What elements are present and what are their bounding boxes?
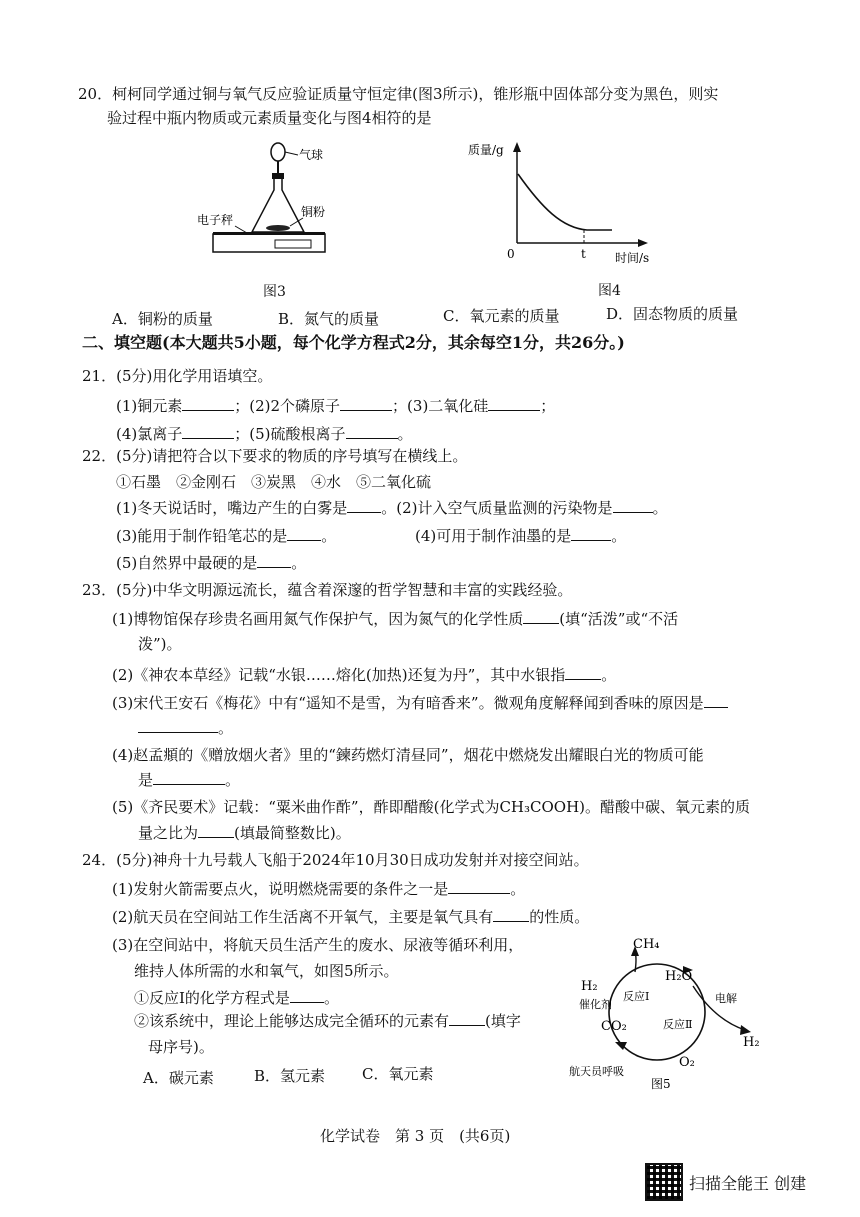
q20-option-b: B．氮气的质量 [278, 310, 380, 328]
page-footer: 化学试卷 第 3 页 (共6页) [320, 1127, 511, 1145]
fig5-co2: CO₂ [601, 1019, 627, 1034]
q23-p4-cont: 是 。 [138, 771, 241, 789]
q23-p5: (5)《齐民要术》记载：“粟米曲作酢”，酢即醋酸(化学式为CH₃COOH)。醋酸中碳、氧元素的质 [112, 798, 751, 816]
q21-row1: (1)铜元素 ；(2)2个磷原子 ；(3)二氧化硅 ； [116, 397, 556, 415]
fig5-h2-in: H₂ [581, 979, 598, 994]
q20-line2: 验过程中瓶内物质或元素质量变化与图4相符的是 [107, 109, 432, 127]
fig3-scale-label: 电子秤 [197, 213, 234, 227]
fig5-ch4: CH₄ [633, 937, 660, 952]
figure-4 [462, 138, 662, 273]
q20-line1: 20．柯柯同学通过铜与氧气反应验证质量守恒定律(图3所示)，锥形瓶中固体部分变为黑色，则实 [78, 85, 719, 103]
q23-p4: (4)赵孟頫的《赠放烟火者》里的“鍊药燃灯清昼同”，烟花中燃烧发出耀眼白光的物质可能 [112, 746, 704, 764]
q22-row2b: (4)可用于制作油墨的是 。 [415, 527, 627, 545]
scanner-watermark [645, 1163, 806, 1201]
section-title: 二、填空题(本大题共5小题，每个化学方程式2分，其余每空1分，共26分。) [82, 333, 625, 352]
fig4-caption: 图4 [598, 283, 621, 299]
fig4-ylabel: 质量/g [468, 143, 504, 157]
q23-p2: (2)《神农本草经》记载“水银……熔化(加热)还复为丹”，其中水银指 。 [112, 666, 617, 684]
q24-stem: 24．(5分)神舟十九号载人飞船于2024年10月30日成功发射并对接空间站。 [82, 851, 589, 869]
watermark-text: 扫描全能王 创建 [689, 1173, 807, 1193]
fig5-electrolysis: 电解 [715, 992, 737, 1005]
fig3-balloon-label: 气球 [299, 148, 324, 162]
fig3-copper-label: 铜粉 [301, 205, 326, 219]
fig5-h2o: H₂O [665, 969, 693, 984]
q20-option-d: D．固态物质的质量 [606, 305, 739, 323]
fig4-xlabel: 时间/s [615, 251, 650, 265]
fig4-origin: 0 [507, 247, 515, 261]
fig3-caption: 图3 [263, 284, 286, 300]
q22-stem: 22．(5分)请把符合以下要求的物质的序号填写在横线上。 [82, 447, 468, 465]
fig5-h2-out: H₂ [743, 1035, 760, 1050]
q22-row1: (1)冬天说话时，嘴边产生的白雾是 。(2)计入空气质量监测的污染物是 。 [116, 499, 668, 517]
q21-stem: 21．(5分)用化学用语填空。 [82, 367, 273, 385]
q21-row2: (4)氯离子 ；(5)硫酸根离子 。 [116, 425, 413, 443]
fig5-catalyst: 催化剂 [579, 998, 612, 1011]
q23-p3: (3)宋代王安石《梅花》中有“遥知不是雪，为有暗香来”。微观角度解释闻到香味的原因是 [112, 693, 728, 713]
fig5-breathing: 航天员呼吸 [569, 1065, 624, 1078]
fig4-t: t [581, 247, 586, 261]
figure-5 [565, 930, 780, 1090]
figure-3 [195, 140, 365, 275]
q24-p3-q2: ②该系统中，理论上能够达成完全循环的元素有 (填字 [134, 1012, 521, 1030]
q22-row3: (5)自然界中最硬的是 。 [116, 554, 307, 572]
fig5-o2: O₂ [679, 1055, 695, 1070]
q24-option-a: A．碳元素 [143, 1069, 214, 1087]
q23-p5-cont: 量之比为 (填最简整数比)。 [138, 824, 351, 842]
q24-p3: (3)在空间站中，将航天员生活产生的废水、尿液等循环利用， [112, 936, 524, 954]
q24-p2: (2)航天员在空间站工作生活离不开氧气，主要是氧气具有 的性质。 [112, 908, 590, 926]
q23-p3-cont: 。 [138, 718, 233, 738]
q24-p3-q2-cont: 母序号)。 [148, 1038, 214, 1056]
q24-p1: (1)发射火箭需要点火，说明燃烧需要的条件之一是 。 [112, 880, 526, 898]
q23-p1: (1)博物馆保存珍贵名画用氮气作保护气，因为氮气的化学性质 (填“活泼”或“不活 [112, 610, 679, 628]
qr-code-icon [645, 1163, 683, 1201]
q20-option-c: C．氧元素的质量 [443, 307, 560, 325]
q20-option-a: A．铜粉的质量 [112, 310, 213, 328]
q24-option-b: B．氢元素 [254, 1067, 326, 1085]
q23-p1-cont: 泼”)。 [138, 635, 182, 653]
q24-option-c: C．氧元素 [362, 1065, 434, 1083]
q22-items: ①石墨 ②金刚石 ③炭黑 ④水 ⑤二氧化硫 [116, 473, 432, 491]
q23-stem: 23．(5分)中华文明源远流长，蕴含着深邃的哲学智慧和丰富的实践经验。 [82, 581, 573, 599]
fig5-reaction2: 反应Ⅱ [663, 1018, 693, 1031]
q24-p3-q1: ①反应Ⅰ的化学方程式是 。 [134, 989, 339, 1007]
fig5-caption: 图5 [651, 1077, 671, 1090]
q24-p3-cont: 维持人体所需的水和氧气，如图5所示。 [134, 962, 399, 980]
fig5-reaction1: 反应Ⅰ [623, 990, 650, 1003]
q22-row2: (3)能用于制作铅笔芯的是 。 [116, 527, 337, 545]
